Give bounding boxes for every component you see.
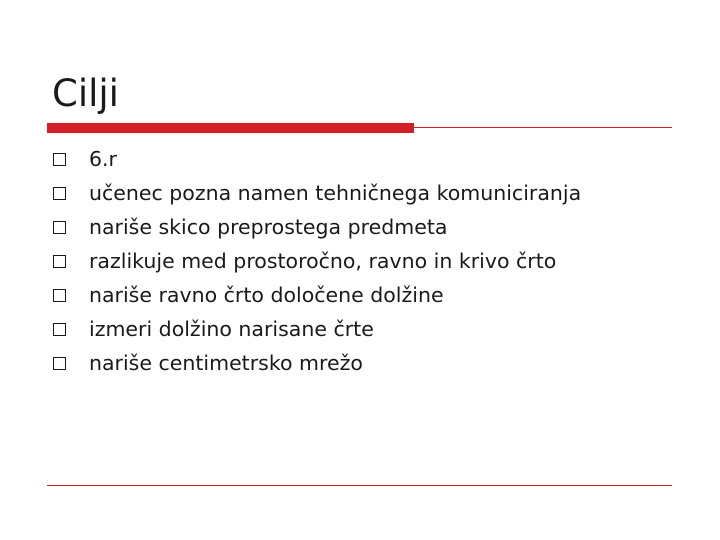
bullet-text: učenec pozna namen tehničnega komuniciranja	[89, 181, 582, 205]
bullet-text: nariše ravno črto določene dolžine	[89, 283, 444, 307]
hollow-square-icon	[53, 187, 66, 200]
bullet-text: nariše centimetrsko mrežo	[89, 351, 363, 375]
bullet-text: razlikuje med prostoročno, ravno in krivo črto	[89, 249, 557, 273]
hollow-square-icon	[53, 255, 66, 268]
bullet-item	[52, 346, 581, 380]
footer-divider	[47, 485, 672, 486]
title-underline	[47, 123, 672, 133]
title-underline-accent-bar	[47, 123, 414, 133]
hollow-square-icon	[53, 153, 66, 166]
hollow-square-icon	[53, 289, 66, 302]
bullet-item	[52, 244, 581, 278]
bullet-text: 6.r	[89, 147, 117, 171]
bullet-item	[52, 312, 581, 346]
slide-title: Cilji	[52, 72, 119, 115]
bullet-text: nariše skico preprostega predmeta	[89, 215, 448, 239]
hollow-square-icon	[53, 221, 66, 234]
bullet-item	[52, 210, 581, 244]
title-underline-thin-line	[414, 127, 672, 128]
hollow-square-icon	[53, 357, 66, 370]
bullet-list	[52, 142, 581, 380]
bullet-item	[52, 176, 581, 210]
hollow-square-icon	[53, 323, 66, 336]
bullet-item	[52, 278, 581, 312]
bullet-text: izmeri dolžino narisane črte	[89, 317, 374, 341]
bullet-item	[52, 142, 581, 176]
